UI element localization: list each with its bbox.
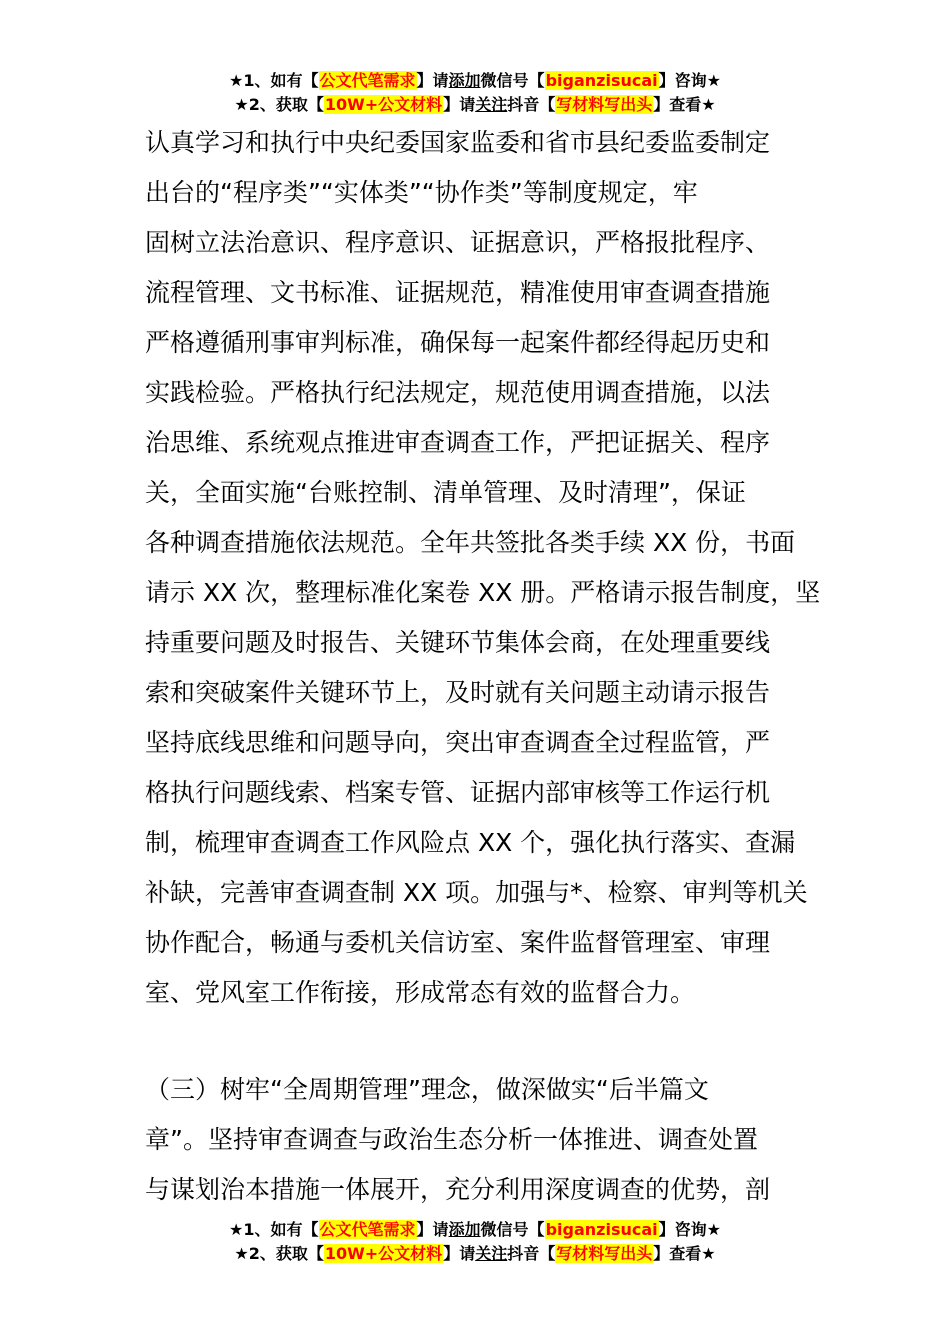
text-line: 制，梳理审查调查工作风险点 XX 个，强化执行落实、查漏 [145,828,796,857]
bottom-banner [0,1218,950,1266]
text-line: 室、党风室工作衔接，形成常态有效的监督合力。 [145,978,696,1007]
text-line: 格执行问题线索、档案专管、证据内部审核等工作运行机 [145,778,771,807]
top-banner-line-2: ★2、获取【10W+公文材料】请关注抖音【写材料写出头】查看★ [234,95,716,114]
highlight-materials: 10W+公文材料 [324,1244,443,1263]
paragraph-1 [145,118,821,1018]
section-heading-line: （三）树牢“全周期管理”理念，做深做实“后半篇文 [145,1075,709,1104]
highlight-service: 公文代笔需求 [319,71,416,90]
text-line: 出台的“程序类”“实体类”“协作类”等制度规定，牢 [145,178,698,207]
text-line: 协作配合，畅通与委机关信访室、案件监督管理室、审理 [145,928,771,957]
text-line: 固树立法治意识、程序意识、证据意识，严格报批程序、 [145,228,771,257]
top-banner [0,69,950,117]
text-line: 索和突破案件关键环节上，及时就有关问题主动请示报告 [145,678,771,707]
text-line: 章”。坚持审查调查与政治生态分析一体推进、调查处置 [145,1125,758,1154]
text-line: 治思维、系统观点推进审查调查工作，严把证据关、程序 [145,428,771,457]
text-line: 关，全面实施“台账控制、清单管理、及时清理”，保证 [145,478,746,507]
text-line: 严格遵循刑事审判标准，确保每一起案件都经得起历史和 [145,328,771,357]
highlight-douyin-id: 写材料写出头 [556,1244,653,1263]
text-line: 持重要问题及时报告、关键环节集体会商，在处理重要线 [145,628,771,657]
text-line: 坚持底线思维和问题导向，突出审查调查全过程监管，严 [145,728,771,757]
text-line: 认真学习和执行中央纪委国家监委和省市县纪委监委制定 [145,128,771,157]
text-line: 补缺，完善审查调查制 XX 项。加强与*、检察、审判等机关 [145,878,808,907]
paragraph-2 [145,1065,810,1215]
top-banner-line-1: ★1、如有【公文代笔需求】请添加微信号【biganzisucai】咨询★ [229,71,721,90]
text-line: 实践检验。严格执行纪法规定，规范使用调查措施，以法 [145,378,771,407]
highlight-service: 公文代笔需求 [319,1220,416,1239]
highlight-wechat-id: biganzisucai [545,1220,658,1239]
text-line: 与谋划治本措施一体展开，充分利用深度调查的优势，剖 [145,1175,771,1204]
text-line: 流程管理、文书标准、证据规范，精准使用审查调查措施 [145,278,771,307]
highlight-wechat-id: biganzisucai [545,71,658,90]
highlight-materials: 10W+公文材料 [324,95,443,114]
bottom-banner-line-2: ★2、获取【10W+公文材料】请关注抖音【写材料写出头】查看★ [234,1244,716,1263]
text-line: 各种调查措施依法规范。全年共签批各类手续 XX 份，书面 [145,528,796,557]
bottom-banner-line-1: ★1、如有【公文代笔需求】请添加微信号【biganzisucai】咨询★ [229,1220,721,1239]
highlight-douyin-id: 写材料写出头 [556,95,653,114]
text-line: 请示 XX 次，整理标准化案卷 XX 册。严格请示报告制度，坚 [145,578,821,607]
